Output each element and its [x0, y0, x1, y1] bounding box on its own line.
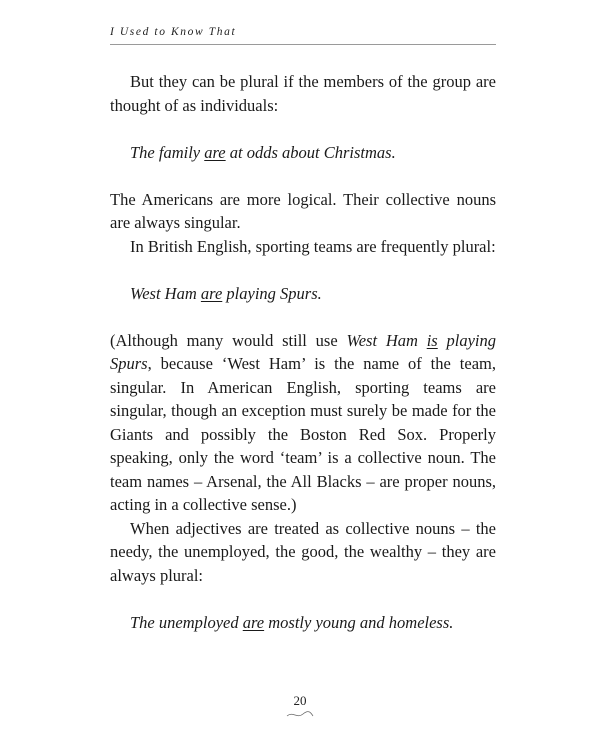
paragraph-4-italic-verb: is	[426, 330, 438, 350]
paragraph-4-open: (Although many would still use	[110, 330, 347, 350]
example-3-verb: are	[242, 612, 265, 632]
example-1-after: at odds about Christmas.	[225, 142, 396, 162]
paragraph-4	[110, 329, 496, 517]
example-2	[110, 282, 496, 306]
paragraph-4-rest: , because ‘West Ham’ is the name of the team, singular. In American English, sporting teams are singular, though an exception must surely be made for the Giants and possibly the Boston Red Sox. Properly speaking, only the word ‘team’ is a collective noun. The team names – Arsenal, the All Blacks – are proper nouns, acting in a collective sense.)	[110, 354, 496, 514]
example-1	[110, 141, 496, 165]
paragraph-4-italic-before: West Ham	[346, 330, 427, 350]
example-3-after: mostly young and homeless.	[264, 612, 454, 632]
example-3-before: The unemployed	[130, 612, 243, 632]
paragraph-3: In British English, sporting teams are frequently plural:	[130, 236, 496, 256]
flourish-ornament-icon	[285, 710, 315, 720]
paragraph-5: When adjectives are treated as collective nouns – the needy, the unemployed, the good, the wealthy – they are always plural:	[110, 518, 496, 585]
example-1-verb: are	[204, 142, 226, 162]
body-text	[110, 70, 496, 658]
example-2-before: West Ham	[130, 283, 201, 303]
example-2-verb: are	[200, 283, 223, 303]
page-number: 20	[293, 693, 307, 708]
header-rule	[110, 44, 496, 45]
example-2-after: playing Spurs.	[222, 283, 322, 303]
running-header: I Used to Know That	[110, 26, 237, 38]
example-1-before: The family	[130, 142, 205, 162]
example-3	[110, 611, 496, 635]
paragraph-1: But they can be plural if the members of the group are thought of as individuals:	[110, 72, 496, 115]
paragraph-4-italic-after: playing Spurs	[110, 330, 497, 373]
paragraph-2: The Americans are more logical. Their collective nouns are always singular.	[110, 189, 496, 232]
